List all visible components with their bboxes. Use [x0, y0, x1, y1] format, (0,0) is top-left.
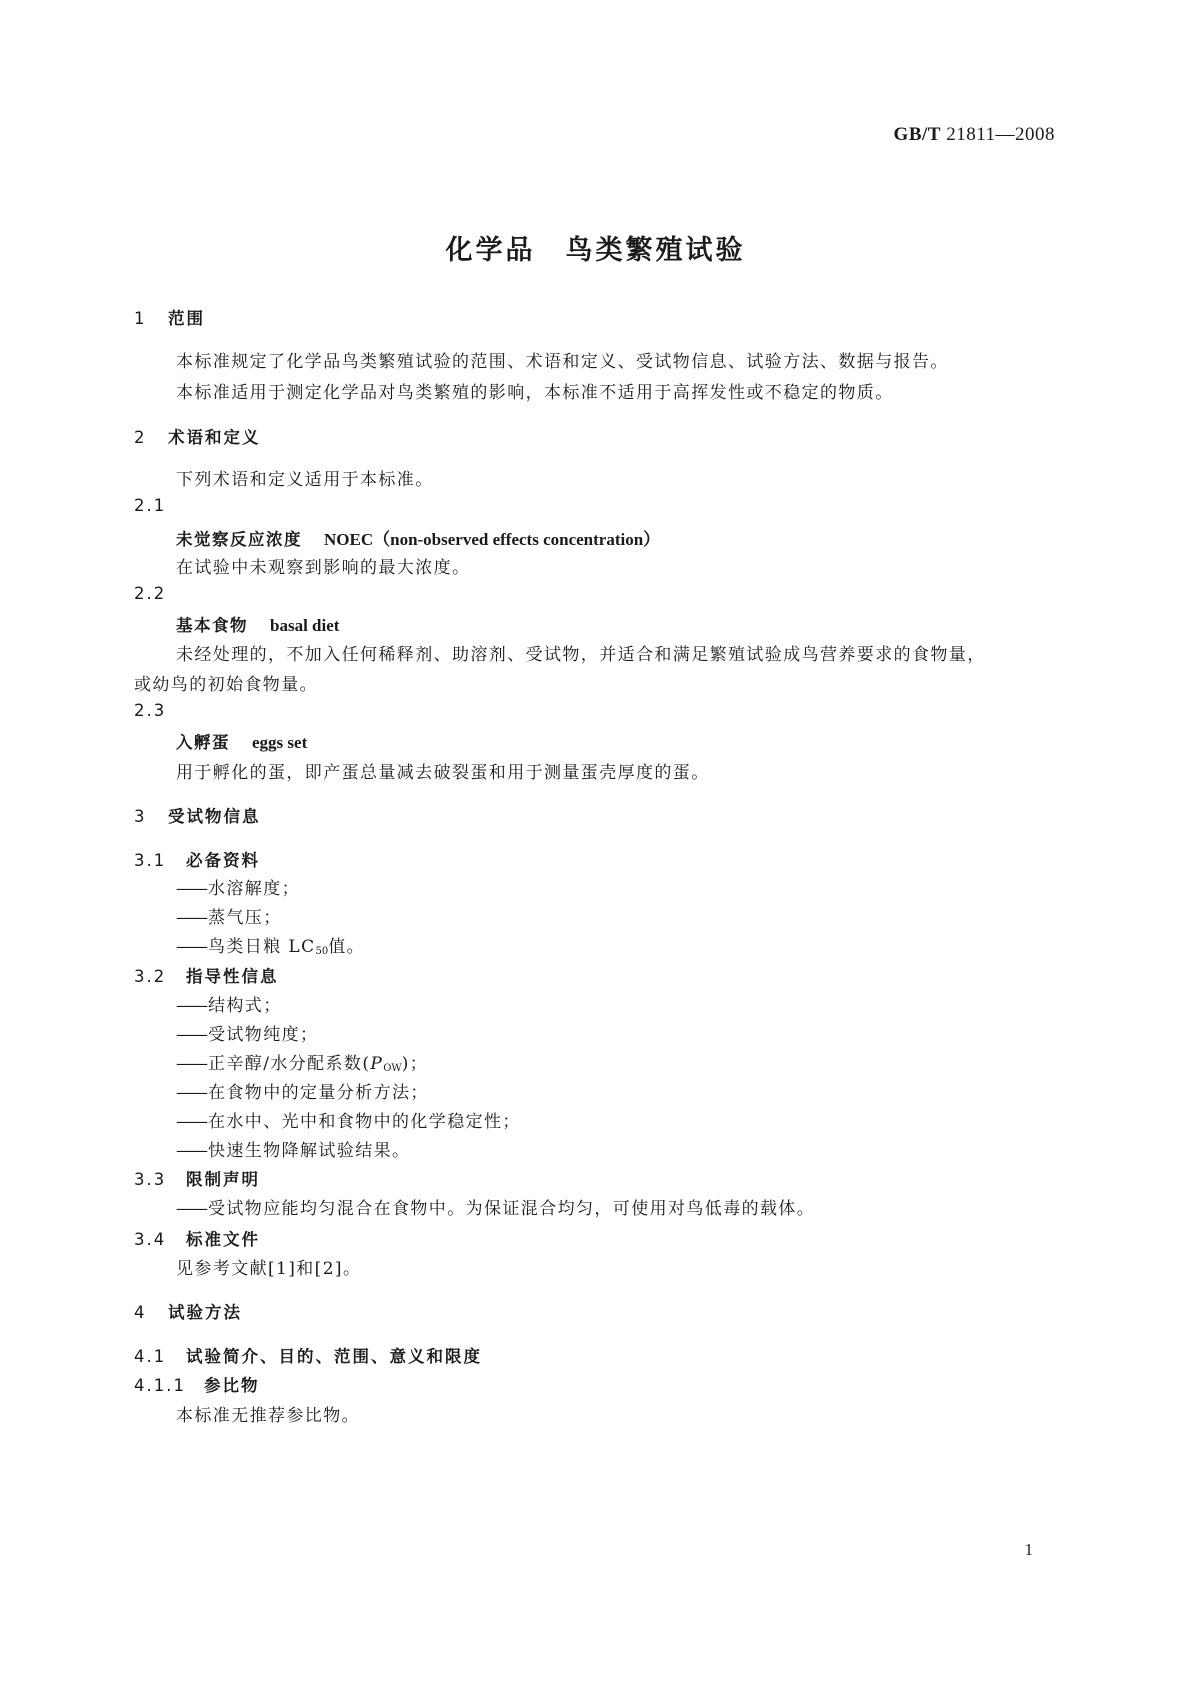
section-2-heading: 2 术语和定义	[134, 428, 261, 447]
subsection-heading: 3.1 必备资料	[134, 851, 260, 870]
page-number: 1	[1024, 1540, 1033, 1559]
subsection-heading: 3.4 标准文件	[134, 1230, 260, 1249]
list-item: —— 快速生物降解试验结果。	[176, 1141, 411, 1161]
subsection-heading: 4.1.1 参比物	[134, 1376, 260, 1395]
section-1-paragraph: 本标准规定了化学品鸟类繁殖试验的范围、术语和定义、受试物信息、试验方法、数据与报告。	[176, 352, 949, 372]
list-item: —— 正辛醇/水分配系数$(P_{OW})$；	[176, 1054, 429, 1074]
section-1-heading: 1 范围	[134, 309, 205, 328]
section-3-heading: 3 受试物信息	[134, 807, 261, 826]
document-title: 化学品 鸟类繁殖试验	[445, 235, 746, 266]
subsection-text: 见参考文献[1]和[2]。	[176, 1259, 362, 1279]
section-4-heading: 4 试验方法	[134, 1303, 242, 1322]
list-item: —— 在食物中的定量分析方法；	[176, 1083, 429, 1103]
term-heading: 入孵蛋 eggs set	[176, 733, 308, 752]
term-number: 2.1	[134, 496, 167, 515]
subsection-heading: 3.2 指导性信息	[134, 967, 279, 986]
term-number: 2.3	[134, 701, 167, 720]
list-item: —— 结构式；	[176, 996, 282, 1016]
term-number: 2.2	[134, 584, 167, 603]
section-2-intro: 下列术语和定义适用于本标准。	[176, 470, 434, 490]
list-item: —— 受试物应能均匀混合在食物中。为保证混合均匀，可使用对鸟低毒的载体。	[176, 1199, 816, 1219]
term-definition: 在试验中未观察到影响的最大浓度。	[176, 558, 471, 578]
term-definition: 用于孵化的蛋，即产蛋总量减去破裂蛋和用于测量蛋壳厚度的蛋。	[176, 763, 710, 783]
list-item: —— 鸟类日粮 $LC_{50}$值。	[176, 937, 366, 957]
term-definition: 或幼鸟的初始食物量。	[134, 675, 318, 695]
subsection-heading: 4.1 试验简介、目的、范围、意义和限度	[134, 1347, 482, 1366]
list-item: —— 在水中、光中和食物中的化学稳定性；	[176, 1112, 521, 1132]
list-item: —— 水溶解度；	[176, 879, 300, 899]
subsection-text: 本标准无推荐参比物。	[176, 1406, 360, 1426]
term-heading: 基本食物 basal diet	[176, 616, 340, 635]
subsection-heading: 3.3 限制声明	[134, 1170, 260, 1189]
term-heading: 未觉察反应浓度 NOEC（non-observed effects concentration）	[176, 530, 661, 549]
standard-code: GB/T 21811—2008	[893, 124, 1055, 145]
section-1-paragraph: 本标准适用于测定化学品对鸟类繁殖的影响，本标准不适用于高挥发性或不稳定的物质。	[176, 383, 894, 403]
term-definition: 未经处理的，不加入任何稀释剂、助溶剂、受试物，并适合和满足繁殖试验成鸟营养要求的食物量，	[176, 645, 986, 665]
list-item: —— 蒸气压；	[176, 908, 282, 928]
list-item: —— 受试物纯度；	[176, 1025, 319, 1045]
